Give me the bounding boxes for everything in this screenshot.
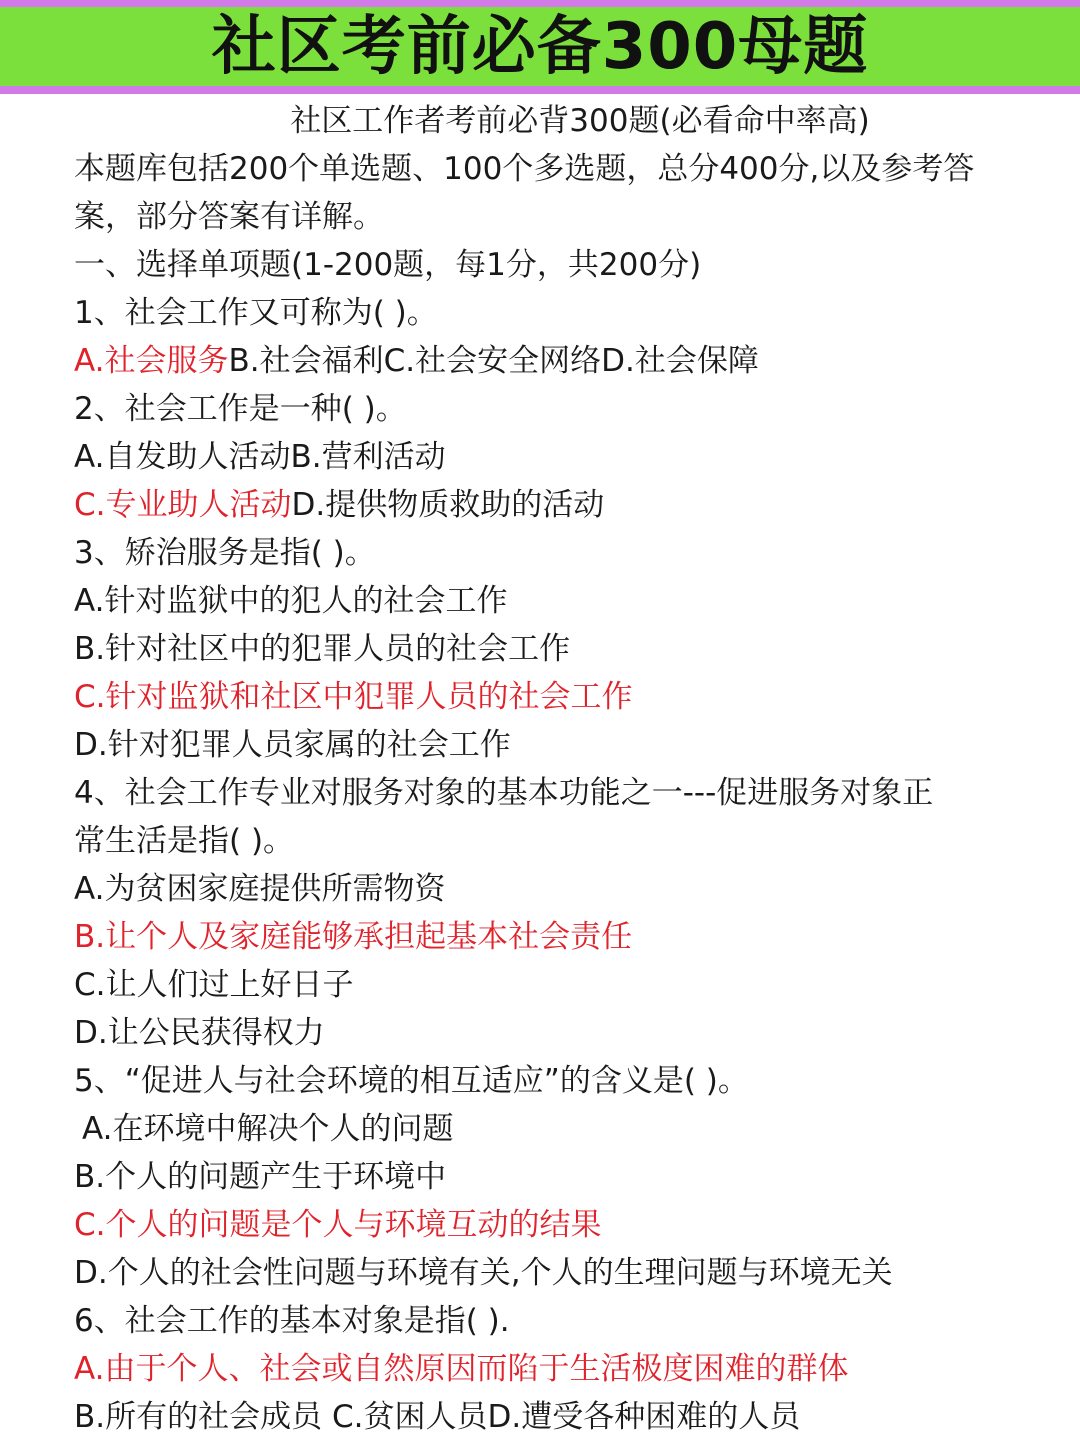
question-5-option-b: B.个人的问题产生于环境中	[74, 1159, 447, 1195]
question-1: 1、社会工作又可称为( )。	[74, 295, 438, 331]
question-6: 6、社会工作的基本对象是指( ).	[74, 1303, 510, 1339]
title-banner-inner	[0, 7, 1080, 86]
question-1-options	[74, 337, 1054, 385]
question-6-other-options: B.所有的社会成员 C.贫困人员D.遭受各种困难的人员	[74, 1399, 801, 1435]
question-4-answer: B.让个人及家庭能够承担起基本社会责任	[74, 919, 633, 955]
question-2-options-ab: A.自发助人活动B.营利活动	[74, 439, 446, 475]
question-4-option-d: D.让公民获得权力	[74, 1015, 325, 1051]
question-4-option-c: C.让人们过上好日子	[74, 967, 354, 1003]
question-2: 2、社会工作是一种( )。	[74, 391, 407, 427]
intro-line-2: 案，部分答案有详解。	[74, 199, 384, 235]
question-3-option-a: A.针对监狱中的犯人的社会工作	[74, 583, 508, 619]
question-6-answer: A.由于个人、社会或自然原因而陷于生活极度困难的群体	[74, 1351, 849, 1387]
question-list	[74, 145, 1054, 1441]
question-3-answer: C.针对监狱和社区中犯罪人员的社会工作	[74, 679, 633, 715]
question-1-other-options: B.社会福利C.社会安全网络D.社会保障	[228, 343, 759, 379]
question-3-option-b: B.针对社区中的犯罪人员的社会工作	[74, 631, 571, 667]
question-5-option-a: A.在环境中解决个人的问题	[82, 1111, 454, 1147]
question-4-option-a: A.为贫困家庭提供所需物资	[74, 871, 446, 907]
banner-title: 社区考前必备300母题	[211, 9, 869, 84]
question-4-line-2: 常生活是指( )。	[74, 823, 295, 859]
question-2-answer: C.专业助人活动	[74, 487, 292, 523]
question-3: 3、矫治服务是指( )。	[74, 535, 376, 571]
subtitle: 社区工作者考前必背300题(必看命中率高)	[290, 103, 870, 139]
question-2-options-cd	[74, 481, 1054, 529]
question-1-answer: A.社会服务	[74, 343, 229, 379]
question-4-line-1: 4、社会工作专业对服务对象的基本功能之一---促进服务对象正	[74, 775, 934, 811]
question-5-option-d: D.个人的社会性问题与环境有关,个人的生理问题与环境无关	[74, 1255, 893, 1291]
question-5: 5、“促进人与社会环境的相互适应”的含义是( )。	[74, 1063, 749, 1099]
section-heading: 一、选择单项题(1-200题，每1分，共200分)	[74, 247, 702, 283]
question-5-answer: C.个人的问题是个人与环境互动的结果	[74, 1207, 602, 1243]
question-2-option-d: D.提供物质救助的活动	[291, 487, 605, 523]
question-3-option-d: D.针对犯罪人员家属的社会工作	[74, 727, 511, 763]
title-banner	[0, 0, 1080, 94]
intro-line-1: 本题库包括200个单选题、100个多选题，总分400分,以及参考答	[74, 151, 975, 187]
